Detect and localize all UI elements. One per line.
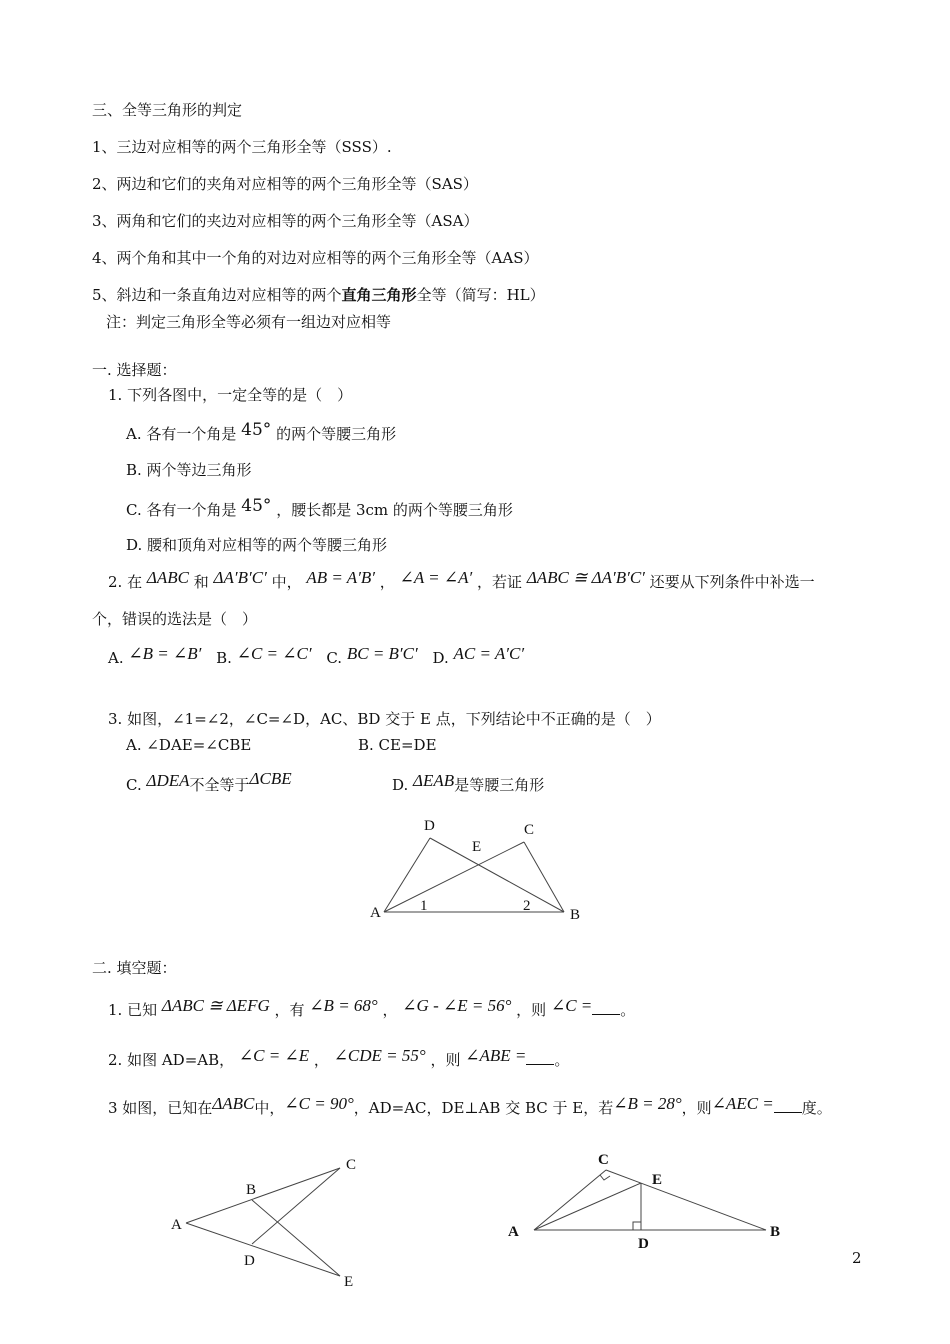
label-c: C bbox=[346, 1157, 357, 1173]
figure-right-triangle-abc bbox=[500, 1148, 800, 1258]
q2-text: ，若证 bbox=[477, 573, 523, 591]
q2-text: 中， bbox=[271, 573, 302, 591]
fill-q1-text: ， bbox=[382, 1001, 398, 1019]
q2-text: 2. 在 bbox=[108, 573, 143, 591]
q2-c-label: C. bbox=[326, 649, 343, 667]
q3-stem: 3. 如图，∠1=∠2，∠C=∠D，AC、BD 交于 E 点，下列结论中不正确的是（ ） bbox=[108, 710, 661, 728]
q2-text: ， bbox=[379, 573, 395, 591]
q1-option-c bbox=[126, 496, 513, 520]
fill-q1-text: 1. 已知 bbox=[108, 1001, 158, 1019]
label-d: D bbox=[424, 818, 435, 834]
label-angle-2: 2 bbox=[523, 898, 531, 914]
q1-stem: 1. 下列各图中，一定全等的是（ ） bbox=[108, 386, 353, 404]
rule-hl-post: 全等（简写：HL） bbox=[416, 286, 545, 304]
fill-q2-math: ∠CDE = 55° bbox=[333, 1046, 426, 1065]
q3-d-label: D. bbox=[392, 776, 409, 794]
rule-hl bbox=[92, 285, 545, 305]
segment-ac bbox=[186, 1168, 340, 1223]
q3-d-math: ΔEAB bbox=[413, 771, 455, 790]
q2-stem-line1 bbox=[108, 568, 815, 592]
q2-b-math: ∠C = ∠C′ bbox=[236, 644, 312, 663]
q3-c-label: C. bbox=[126, 776, 142, 794]
fill-q3-text: 度。 bbox=[801, 1099, 832, 1117]
q3-d-post: 是等腰三角形 bbox=[454, 776, 545, 794]
rule-hl-bold: 直角三角形 bbox=[341, 286, 417, 304]
q3-option-a: A. ∠DAE=∠CBE bbox=[126, 736, 252, 754]
label-c: C bbox=[524, 822, 535, 838]
fill-q1-answer-blank[interactable] bbox=[592, 1000, 620, 1015]
fill-q2 bbox=[108, 1046, 570, 1070]
q1-a-post: 的两个等腰三角形 bbox=[276, 425, 397, 443]
q1-option-d: D. 腰和顶角对应相等的两个等腰三角形 bbox=[126, 536, 388, 554]
segment-ac bbox=[384, 842, 524, 912]
label-d: D bbox=[638, 1236, 649, 1252]
q2-math: ΔABC ≅ ΔA′B′C′ bbox=[526, 568, 645, 587]
rule-hl-pre: 5、斜边和一条直角边对应相等的两个 bbox=[92, 286, 342, 304]
figure-quadrilateral-abcd bbox=[360, 812, 600, 927]
label-d: D bbox=[244, 1253, 255, 1269]
q1-c-post: ，腰长都是 3cm 的两个等腰三角形 bbox=[276, 501, 513, 519]
rule-sss: 1、三边对应相等的两个三角形全等（SSS）. bbox=[92, 138, 392, 156]
label-a: A bbox=[508, 1224, 519, 1240]
label-e: E bbox=[652, 1172, 663, 1188]
q2-a-math: ∠B = ∠B′ bbox=[128, 644, 202, 663]
label-c: C bbox=[598, 1152, 609, 1168]
q3-option-b: B. CE=DE bbox=[358, 736, 437, 754]
label-e: E bbox=[344, 1274, 354, 1290]
segment-db bbox=[430, 838, 564, 912]
right-angle-mark-d bbox=[633, 1222, 641, 1230]
fill-q2-text: 2. 如图 AD=AB， bbox=[108, 1051, 235, 1069]
q3-c-math2: ΔCBE bbox=[249, 769, 292, 788]
segment-be bbox=[252, 1200, 340, 1276]
fill-q1 bbox=[108, 996, 636, 1020]
note: 注：判定三角形全等必须有一组边对应相等 bbox=[106, 313, 392, 331]
q1-a-math: 45° bbox=[241, 420, 272, 440]
label-b: B bbox=[246, 1182, 257, 1198]
fill-q1-text: ，则 bbox=[516, 1001, 547, 1019]
segment-cb bbox=[606, 1170, 766, 1230]
fill-q1-math: ΔABC ≅ ΔEFG bbox=[161, 996, 270, 1015]
segment-cd bbox=[252, 1168, 340, 1244]
fill-q3-math: ∠AEC = bbox=[711, 1094, 774, 1113]
fill-q3-math: ∠C = 90° bbox=[284, 1094, 354, 1113]
rule-asa: 3、两角和它们的夹边对应相等的两个三角形全等（ASA） bbox=[92, 212, 479, 230]
fill-q2-text: 。 bbox=[554, 1051, 570, 1069]
q3-option-c bbox=[126, 769, 292, 795]
fill-title: 二. 填空题： bbox=[92, 959, 177, 977]
q2-math: AB = A′B′ bbox=[306, 568, 376, 587]
label-angle-1: 1 bbox=[420, 898, 428, 914]
label-a: A bbox=[171, 1217, 182, 1233]
fill-q1-math: ∠C = bbox=[550, 996, 593, 1015]
fill-q3-text: ，则 bbox=[681, 1099, 712, 1117]
rule-sas: 2、两边和它们的夹角对应相等的两个三角形全等（SAS） bbox=[92, 175, 478, 193]
q1-option-a bbox=[126, 420, 397, 444]
fill-q2-math: ∠ABE = bbox=[465, 1046, 527, 1065]
q3-c-math: ΔDEA bbox=[146, 771, 190, 790]
fill-q3 bbox=[108, 1094, 832, 1118]
segment-ae bbox=[186, 1223, 340, 1276]
q1-option-b: B. 两个等边三角形 bbox=[126, 461, 252, 479]
figure-abcde bbox=[160, 1148, 370, 1293]
segment-ac bbox=[534, 1170, 606, 1230]
choice-title: 一. 选择题： bbox=[92, 361, 177, 379]
q2-stem-line2: 个，错误的选法是（ ） bbox=[92, 610, 258, 628]
fill-q2-answer-blank[interactable] bbox=[526, 1050, 554, 1065]
q2-math: ΔABC bbox=[146, 568, 189, 587]
q1-a-pre: A. 各有一个角是 bbox=[126, 425, 237, 443]
q2-d-math: AC = A′C′ bbox=[453, 644, 525, 663]
rule-aas: 4、两个角和其中一个角的对边对应相等的两个三角形全等（AAS） bbox=[92, 249, 539, 267]
page-number: 2 bbox=[852, 1249, 862, 1267]
q2-options bbox=[108, 644, 525, 668]
fill-q2-text: ，则 bbox=[430, 1051, 461, 1069]
q2-b-label: B. bbox=[216, 649, 232, 667]
q2-d-label: D. bbox=[432, 649, 449, 667]
segment-ae bbox=[534, 1183, 641, 1230]
fill-q1-text: 。 bbox=[620, 1001, 636, 1019]
q3-option-d bbox=[392, 771, 545, 795]
fill-q3-math: ΔABC bbox=[212, 1094, 255, 1113]
label-b: B bbox=[570, 907, 581, 923]
q2-math: ΔA′B′C′ bbox=[213, 568, 267, 587]
q2-text: 和 bbox=[193, 573, 209, 591]
section-title: 三、全等三角形的判定 bbox=[92, 101, 243, 119]
label-b: B bbox=[770, 1224, 781, 1240]
fill-q1-math: ∠G - ∠E = 56° bbox=[402, 996, 512, 1015]
label-e: E bbox=[472, 839, 482, 855]
right-angle-mark-c bbox=[600, 1175, 610, 1180]
q2-a-label: A. bbox=[108, 649, 124, 667]
q2-c-math: BC = B′C′ bbox=[346, 644, 418, 663]
fill-q3-answer-blank[interactable] bbox=[774, 1098, 802, 1113]
fill-q3-math: ∠B = 28° bbox=[613, 1094, 682, 1113]
q1-c-math: 45° bbox=[241, 496, 272, 516]
fill-q1-text: ，有 bbox=[274, 1001, 305, 1019]
fill-q2-text: ， bbox=[313, 1051, 329, 1069]
fill-q3-text: 中， bbox=[254, 1099, 285, 1117]
q2-text: 还要从下列条件中补选一 bbox=[649, 573, 815, 591]
fill-q2-math: ∠C = ∠E bbox=[238, 1046, 310, 1065]
q1-c-pre: C. 各有一个角是 bbox=[126, 501, 237, 519]
q3-c-post: 不全等于 bbox=[189, 776, 250, 794]
label-a: A bbox=[370, 905, 381, 921]
fill-q3-text: ，AD=AC，DE⊥AB 交 BC 于 E，若 bbox=[353, 1099, 614, 1117]
q2-math: ∠A = ∠A′ bbox=[399, 568, 473, 587]
fill-q3-text: 3 如图，已知在 bbox=[108, 1099, 213, 1117]
fill-q1-math: ∠B = 68° bbox=[309, 996, 378, 1015]
